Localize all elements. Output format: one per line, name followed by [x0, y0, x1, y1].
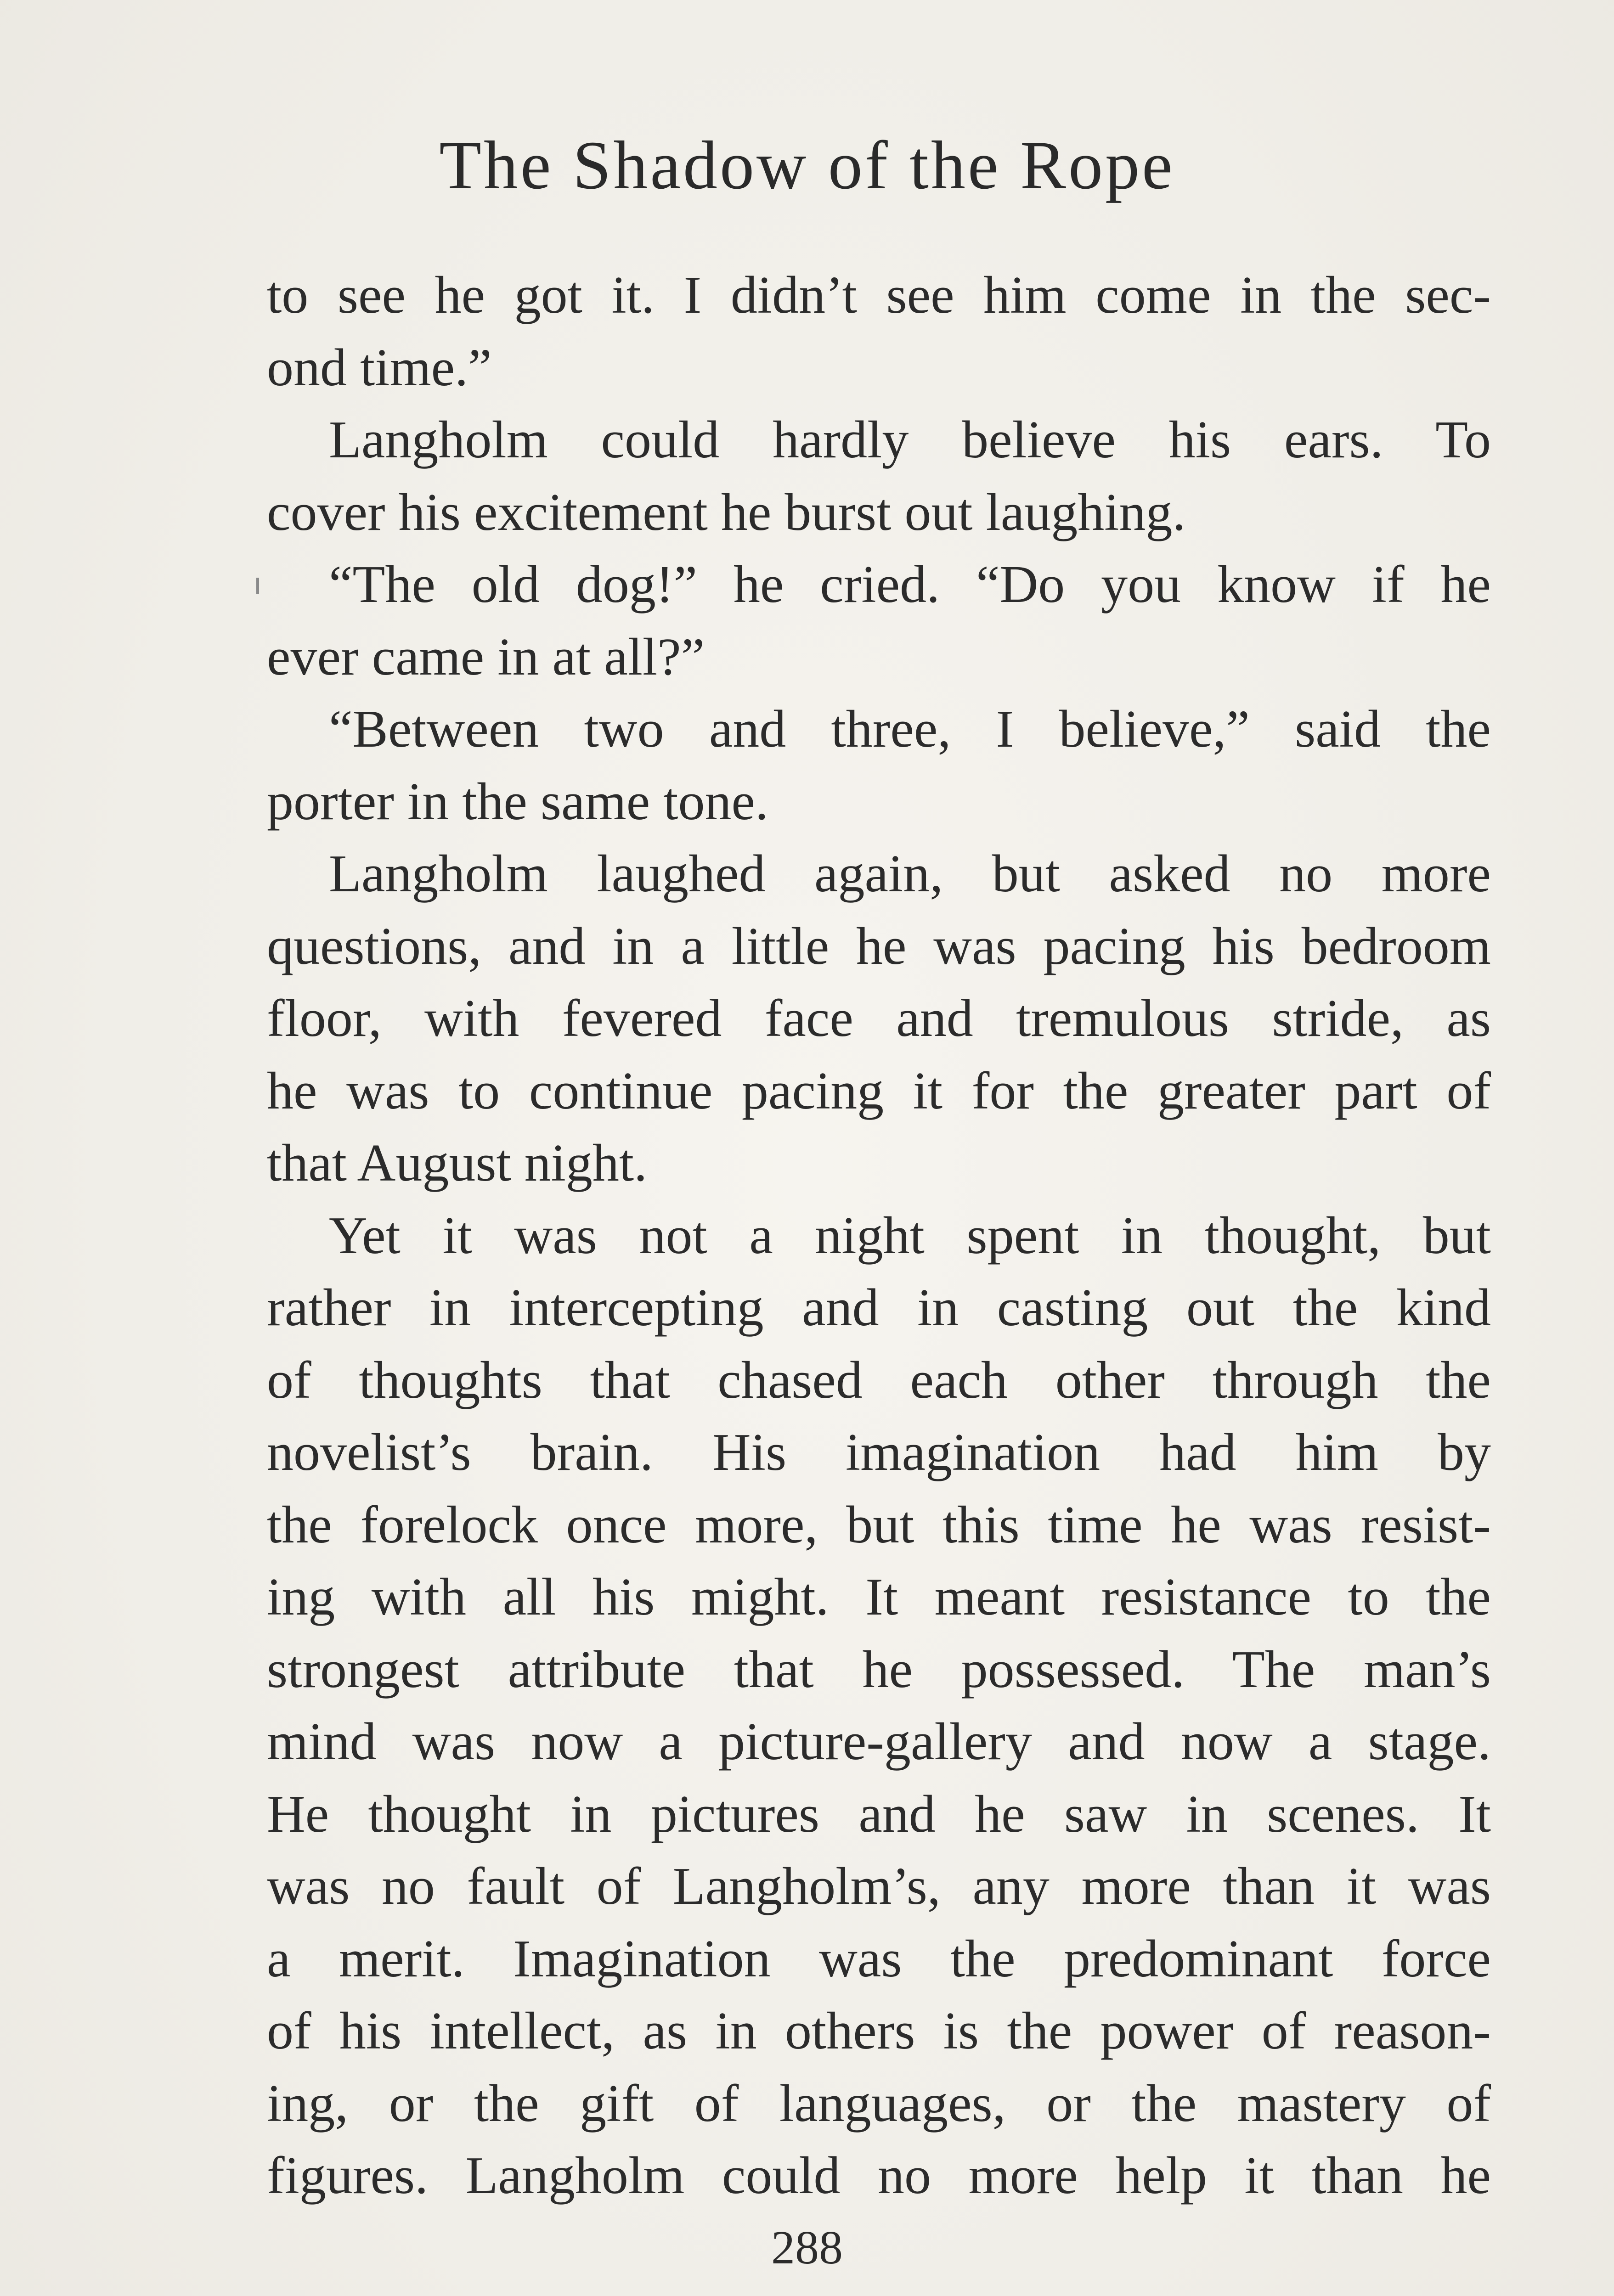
page-number: 288: [771, 2221, 843, 2274]
text-line: mind was now a picture-gallery and now a stage.: [267, 1712, 1491, 1771]
stray-ink-mark: [256, 578, 259, 594]
text-line: was no fault of Langholm’s, any more than it was: [267, 1857, 1491, 1916]
text-line: strongest attribute that he possessed. The man’s: [267, 1640, 1491, 1699]
paragraph-start-line: Yet it was not a night spent in thought, but: [329, 1206, 1491, 1265]
body-text: [267, 259, 1491, 2212]
text-line: He thought in pictures and he saw in scenes. It: [267, 1784, 1491, 1844]
text-line: questions, and in a little he was pacing his bedroom: [267, 917, 1491, 976]
text-line: a merit. Imagination was the predominant force: [267, 1929, 1491, 1988]
text-line: floor, with fevered face and tremulous stride, as: [267, 989, 1491, 1048]
text-line: porter in the same tone.: [267, 772, 768, 831]
text-line: novelist’s brain. His imagination had him by: [267, 1423, 1491, 1482]
text-line: to see he got it. I didn’t see him come in the sec-: [267, 266, 1491, 325]
paragraph-start-line: “The old dog!” he cried. “Do you know if he: [329, 555, 1491, 614]
text-line: ing with all his might. It meant resistance to the: [267, 1568, 1491, 1626]
text-line: that August night.: [267, 1134, 648, 1193]
text-line: ond time.”: [267, 338, 492, 397]
paragraph-start-line: Langholm laughed again, but asked no more: [329, 844, 1491, 903]
text-line: he was to continue pacing it for the greater part of: [267, 1061, 1491, 1120]
text-line: ever came in at all?”: [267, 627, 705, 687]
text-line: ing, or the gift of languages, or the mastery of: [267, 2074, 1491, 2133]
text-line: rather in intercepting and in casting out the kind: [267, 1278, 1491, 1337]
text-line: of thoughts that chased each other through the: [267, 1351, 1491, 1410]
running-head-title: The Shadow of the Rope: [439, 127, 1175, 203]
paragraph-start-line: “Between two and three, I believe,” said the: [329, 700, 1491, 759]
text-line: cover his excitement he burst out laughing.: [267, 483, 1186, 542]
text-line: figures. Langholm could no more help it than he: [267, 2146, 1491, 2205]
text-line: the forelock once more, but this time he was resist-: [267, 1495, 1491, 1554]
paragraph-start-line: Langholm could hardly believe his ears. To: [329, 411, 1491, 469]
text-line: of his intellect, as in others is the power of reason-: [267, 2002, 1491, 2060]
